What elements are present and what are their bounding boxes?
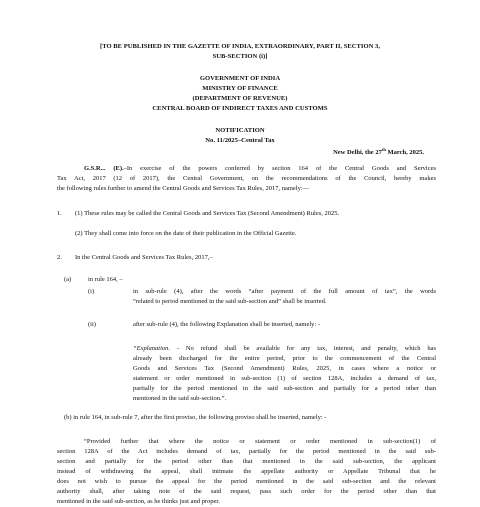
para2-intro: In the Central Goods and Services Tax Rules, 2017,– bbox=[75, 254, 213, 261]
notification-title: NOTIFICATION bbox=[215, 127, 265, 134]
explanation-line6: mentioned in the said sub-section.”. bbox=[133, 395, 227, 402]
para1-number: 1. bbox=[57, 210, 62, 217]
clause-a-text: in rule 164, – bbox=[88, 276, 123, 283]
proviso-line2: section 128A of the Act includes demand of tax, partially for the period mentioned in the said sub- bbox=[57, 448, 436, 455]
subclause-ii-label: (ii) bbox=[88, 321, 96, 328]
para1-subrule2: (2) They shall come into force on the date of their publication in the Official Gazette. bbox=[75, 230, 297, 237]
proviso-line3: section and partially for the period other than that mentioned in the said sub-section, the applicant bbox=[57, 458, 436, 465]
proviso-line1: “Provided further that where the notice or statement or order mentioned in sub-section(1) of bbox=[84, 438, 436, 445]
subclause-i-line1: in sub-rule (4), after the words “after payment of the full amount of tax”, the words bbox=[133, 288, 436, 295]
explanation-line4: statement or order mentioned in sub-section (1) of section 128A, includes a demand of tax, bbox=[133, 375, 436, 382]
para2-number: 2. bbox=[57, 254, 62, 261]
notification-date: New Delhi, the 27th March, 2025. bbox=[333, 146, 424, 156]
preamble-line2: Tax Act, 2017 (12 of 2017), the Central Government, on the recommendations of the Council, hereby makes bbox=[57, 175, 436, 182]
clause-a-label: (a) bbox=[64, 276, 72, 283]
notification-number: No. 11/2025–Central Tax bbox=[205, 137, 275, 144]
subclause-i-line2: “related to period mentioned in the said sub-section and” shall be inserted. bbox=[133, 298, 327, 305]
gazette-heading-line1: [TO BE PUBLISHED IN THE GAZETTE OF INDIA, EXTRAORDINARY, PART II, SECTION 3, bbox=[100, 43, 380, 50]
preamble-line3: the following rules further to amend the Central Goods and Services Tax Rules, 2017, namely:— bbox=[57, 185, 310, 192]
explanation-line5: partially for the period mentioned in the said sub-section and partially for a period other than bbox=[133, 385, 436, 392]
gazette-heading-line2: SUB-SECTION (i)] bbox=[212, 53, 268, 60]
department-heading: (DEPARTMENT OF REVENUE) bbox=[192, 95, 288, 102]
ministry-heading: MINISTRY OF FINANCE bbox=[202, 85, 278, 92]
subclause-ii-text: after sub-rule (4), the following Explanation shall be inserted, namely: - bbox=[133, 321, 320, 328]
explanation-line1: “Explanation. - No refund shall be available for any tax, interest, and penalty, which has bbox=[133, 345, 436, 352]
explanation-line2: already been discharged for the entire period, prior to the commencement of the Central bbox=[133, 355, 436, 362]
para1-subrule1: (1) These rules may be called the Central Goods and Services Tax (Second Amendment) Rules, 2025. bbox=[75, 210, 340, 217]
proviso-line5: does not wish to pursue the appeal for the period mentioned in the said sub-section and the relevant bbox=[57, 478, 436, 485]
board-heading: CENTRAL BOARD OF INDIRECT TAXES AND CUSTOMS bbox=[152, 105, 328, 112]
preamble-line1: G.S.R... (E).–In exercise of the powers conferred by section 164 of the Central Goods and Services bbox=[84, 165, 437, 172]
clause-b-text: (b) in rule 164, in sub-rule 7, after the first proviso, the following proviso shall be inserted, namely: - bbox=[64, 414, 327, 421]
proviso-line7: mentioned in the said sub-section, as he thinks just and proper. bbox=[57, 498, 220, 505]
proviso-line6: authority shall, after taking note of the said request, pass such order for the period other than that bbox=[57, 488, 436, 495]
proviso-line4: instead of withdrawing the appeal, shall intimate the appellate authority or Appellate Tribunal that he bbox=[57, 468, 436, 475]
subclause-i-label: (i) bbox=[88, 288, 95, 295]
government-heading: GOVERNMENT OF INDIA bbox=[199, 75, 281, 82]
explanation-line3: Goods and Services Tax (Second Amendment) Rules, 2025, in cases where a notice or bbox=[133, 365, 436, 372]
